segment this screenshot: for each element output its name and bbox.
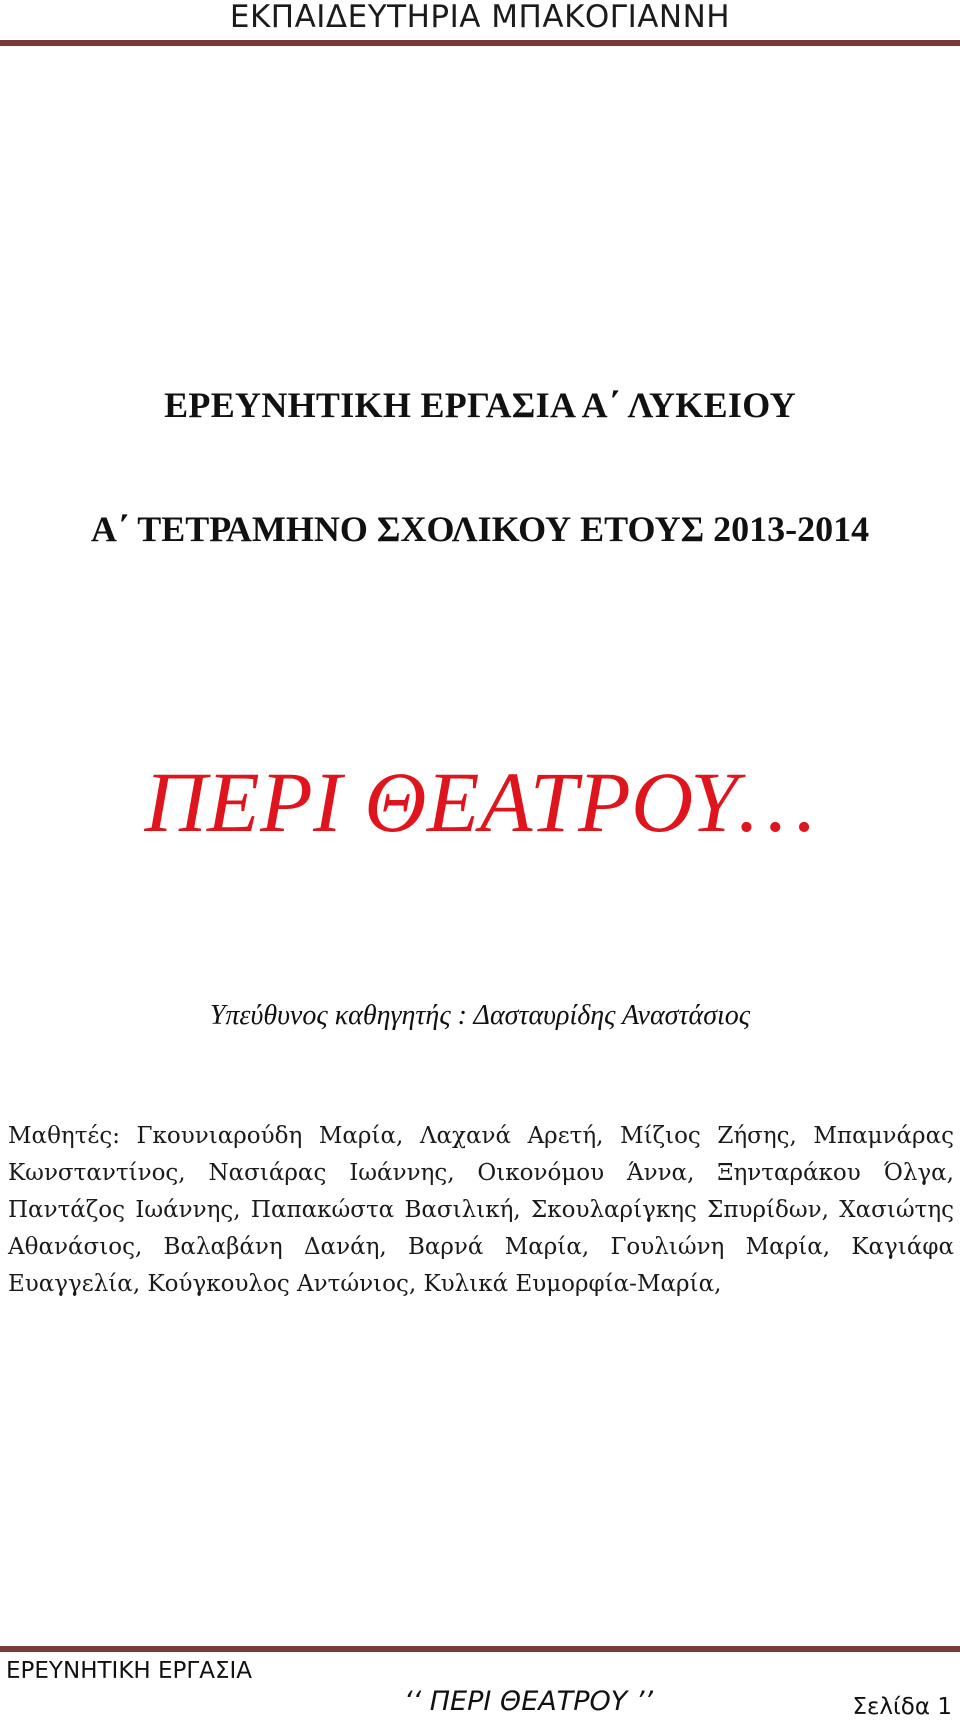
header-rule (0, 40, 960, 46)
footer-left-label: ΕΡΕΥΝΗΤΙΚΗ ΕΡΓΑΣΙΑ (6, 1658, 253, 1684)
cover-line-project: ΕΡΕΥΝΗΤΙΚΗ ΕΡΓΑΣΙΑ Α΄ ΛΥΚΕΙΟΥ (164, 385, 796, 425)
header-school-name: ΕΚΠΑΙΔΕΥΤΗΡΙΑ ΜΠΑΚΟΓΙΑΝΝΗ (229, 0, 731, 35)
footer-center-title: ‘‘ ΠΕΡΙ ΘΕΑΤΡΟΥ ’’ (404, 1686, 653, 1717)
footer-page-number: Σελίδα 1 (852, 1694, 952, 1720)
cover-main-title: ΠΕΡΙ ΘΕΑΤΡΟΥ… (144, 754, 816, 850)
cover-teacher: Υπεύθυνος καθηγητής : Δασταυρίδης Αναστάσιος (209, 1000, 751, 1031)
footer-rule (0, 1646, 960, 1652)
cover-line-term: Α΄ ΤΕΤΡΑΜΗΝΟ ΣΧΟΛΙΚΟΥ ΕΤΟΥΣ 2013-2014 (90, 509, 870, 549)
cover-students: Μαθητές: Γκουνιαρούδη Μαρία, Λαχανά Αρετή, Μίζιος Ζήσης, Μπαμνάρας Κωνσταντίνος, Νασιάρας Ιωάννης, Οικονόμου Άννα, Ξηνταράκου Όλγα, Παντάζος Ιωάννης, Παπακώστα Βασιλική, Σκουλαρίγκης Σπυρίδων, Χασιώτης Αθανάσιος, Βαλαβάνη Δανάη, Βαρνά Μαρία, Γουλιώνη Μαρία, Καγιάφα Ευαγγελία, Κούγκουλος Αντώνιος, Κυλικά Ευμορφία-Μαρία, (8, 1123, 954, 1297)
